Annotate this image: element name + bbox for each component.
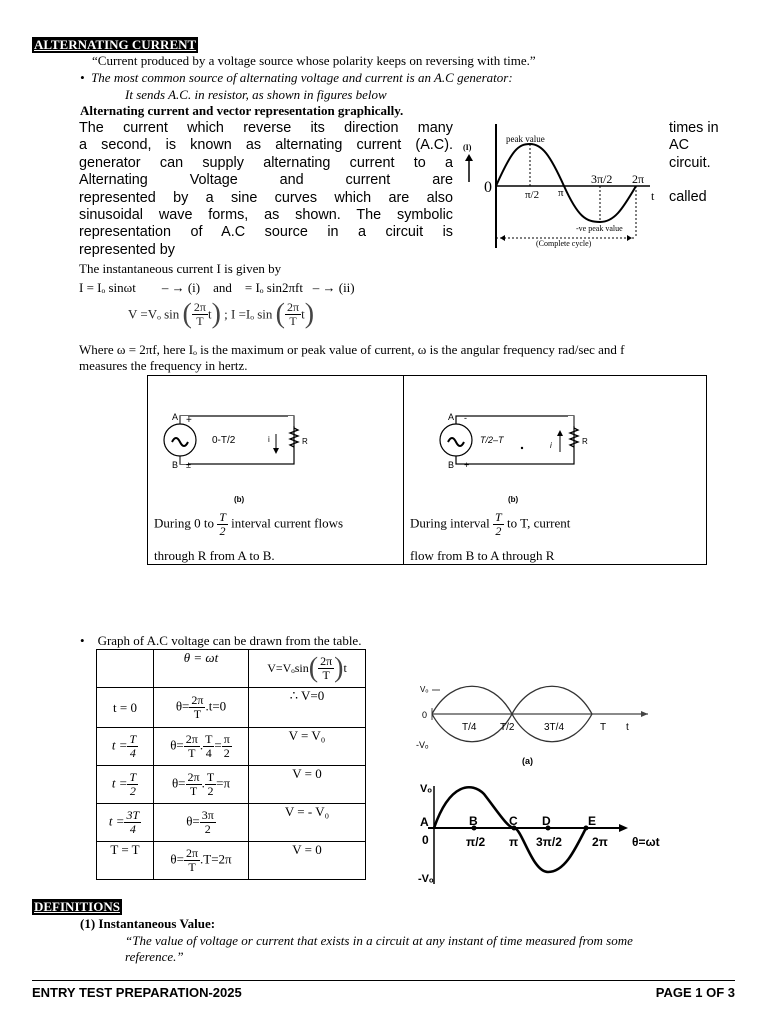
- ac-paragraph: The current which reverse its direction many a second, is known as alternating current (A.C). generator can supply alternating current to a Alternating Voltage and current are represented by a sine curves which are also sinusoidal wave forms, as shown. The symbolic representation of A.C source in a circuit is represented by: [79, 120, 453, 258]
- zero-label: 0: [422, 710, 428, 720]
- neg-vo-label: -Vₒ: [416, 740, 429, 750]
- bullet-1: • The most common source of alternating voltage and current is an A.C generator:: [80, 70, 513, 85]
- table-row: T = T θ= $\frac{2\pi}{T}$ .T=2π V = 0: [97, 842, 366, 880]
- intro-quote: “Current produced by a voltage source whose polarity keeps on reversing with time.”: [92, 53, 536, 68]
- definition-1-text: “The value of voltage or current that exists in a circuit at any instant of time measured from some reference.”: [125, 933, 633, 964]
- minus-label: -: [464, 413, 467, 423]
- current-label: i: [550, 441, 552, 450]
- peak-value-label: peak value: [506, 134, 545, 144]
- tick-3t4: 3T/4: [544, 722, 565, 733]
- voltage-graph-b: [414, 772, 684, 892]
- figure-caption: (b): [234, 495, 245, 504]
- voltage-graph-a: [412, 672, 662, 768]
- bullet-1-line2: It sends A.C. in resistor, as shown in figures below: [125, 87, 387, 102]
- resistor-label: R: [302, 437, 308, 446]
- graph-caption: (a): [522, 756, 533, 766]
- range-label: T/2–T: [480, 435, 504, 445]
- time-axis-label: t: [651, 189, 655, 203]
- circuit-diagram-left: [148, 376, 403, 511]
- node-a-label: A: [448, 412, 455, 422]
- tick-pi-2: π/2: [525, 189, 540, 201]
- tick-t2: T/2: [500, 722, 515, 733]
- tick-t4: T/4: [462, 722, 477, 733]
- theta-axis-label: θ=ωt: [632, 835, 660, 849]
- point-a-label: A: [420, 815, 429, 829]
- circuit-diagram-right: [404, 376, 704, 511]
- footer-left: ENTRY TEST PREPARATION-2025: [32, 985, 242, 1000]
- subheading: Alternating current and vector representation graphically.: [80, 103, 404, 118]
- current-label: i: [268, 435, 270, 444]
- circuit-right-text2: flow from B to A through R: [410, 548, 555, 563]
- node-b-label: B: [172, 460, 179, 470]
- tick-pi: π: [509, 835, 519, 849]
- point-c-label: C: [509, 814, 518, 828]
- resistor-label: R: [582, 437, 588, 446]
- bullet-dot-icon: •: [80, 70, 85, 85]
- circuit-left-text2: through R from A to B.: [154, 548, 275, 563]
- vo-label: Vₒ: [420, 783, 432, 795]
- tick-3pi-2: 3π/2: [536, 835, 562, 849]
- time-axis-label: t: [626, 722, 629, 733]
- where-text: Where ω = 2πf, here Iₒ is the maximum or peak value of current, ω is the angular frequency rad/sec and f measures the frequency in hertz.: [79, 342, 625, 373]
- tick-2pi: 2π: [592, 835, 608, 849]
- definition-1-title: (1) Instantaneous Value:: [80, 916, 216, 931]
- complete-cycle-label: (Complete cycle): [536, 239, 592, 248]
- instant-line: The instantaneous current I is given by: [79, 261, 282, 276]
- bullet-dot-icon: •: [80, 633, 85, 648]
- table-row: t = 0 θ= $\frac{2\pi}{T}$ .t=0 ∴ V=0: [97, 688, 366, 728]
- plus-label: +: [464, 460, 470, 470]
- current-axis-label: (I): [463, 143, 472, 152]
- voltage-table: [96, 649, 366, 880]
- origin-label: 0: [484, 179, 492, 196]
- node-a-label: A: [172, 412, 179, 422]
- neg-peak-label: -ve peak value: [576, 224, 623, 233]
- table-row: t = $\frac{T}{4}$ θ= $\frac{2\pi}{T}$ . $\frac{T}{4}$ = $\frac{\pi}{2}$ V = V₀: [97, 728, 366, 766]
- neg-vo-label: -Vₒ: [418, 873, 434, 885]
- section-heading: ALTERNATING CURRENT: [34, 37, 197, 52]
- tick-pi-2: π/2: [466, 835, 486, 849]
- bullet-2: • Graph of A.C voltage can be drawn from the table.: [80, 633, 362, 648]
- table-header-t: [97, 650, 154, 688]
- table-header-v: V=Vₒsin( $\frac{2\pi}{T}$ )t: [249, 650, 366, 688]
- node-b-label: B: [448, 460, 455, 470]
- point-e-label: E: [588, 814, 597, 828]
- current-equations: I = Iₒ sinωt – → (i) and = Iₒ sin2πft – → (ii): [79, 280, 355, 295]
- circuit-left-text: During 0 to $\frac{T}{2}$ interval current flows: [154, 510, 344, 538]
- table-row: t = $\frac{T}{2}$ θ= $\frac{2\pi}{T}$ . $\frac{T}{2}$ =π V = 0: [97, 766, 366, 804]
- footer-page-number: PAGE 1 OF 3: [655, 985, 735, 1000]
- point-d-label: D: [542, 814, 551, 828]
- circuit-right-text: During interval $\frac{T}{2}$ to T, current: [410, 510, 571, 538]
- figure-caption: (b): [508, 495, 519, 504]
- tick-3pi-2: 3π/2: [591, 172, 613, 186]
- table-row: t = $\frac{3T}{4}$ θ= $\frac{3\pi}{2}$ V = - V₀: [97, 804, 366, 842]
- tick-pi: π: [558, 187, 564, 199]
- tick-2pi: 2π: [632, 172, 645, 186]
- plus-label: +: [186, 415, 192, 426]
- table-header-theta: θ = ωt: [154, 650, 249, 688]
- tick-T: T: [600, 722, 607, 733]
- side-words: times in AC circuit. called: [669, 120, 719, 206]
- point-b-label: B: [469, 814, 478, 828]
- sine-equations: V =Vₒ sin ( $\frac{2\pi}{T}$ t) ; I =Iₒ sin ( $\frac{2\pi}{T}$ t): [128, 298, 315, 330]
- zero-label: 0: [422, 833, 429, 847]
- footer-rule: [32, 980, 735, 981]
- circuit-cell-left: [148, 376, 404, 565]
- sine-wave-graph: [460, 120, 660, 252]
- circuit-cell-right: [404, 376, 707, 565]
- range-label: 0-T/2: [212, 435, 236, 446]
- minus-label: ±: [186, 460, 191, 470]
- definitions-heading: DEFINITIONS: [34, 899, 120, 914]
- vo-label: Vₒ: [420, 685, 429, 694]
- circuit-table: [147, 375, 707, 565]
